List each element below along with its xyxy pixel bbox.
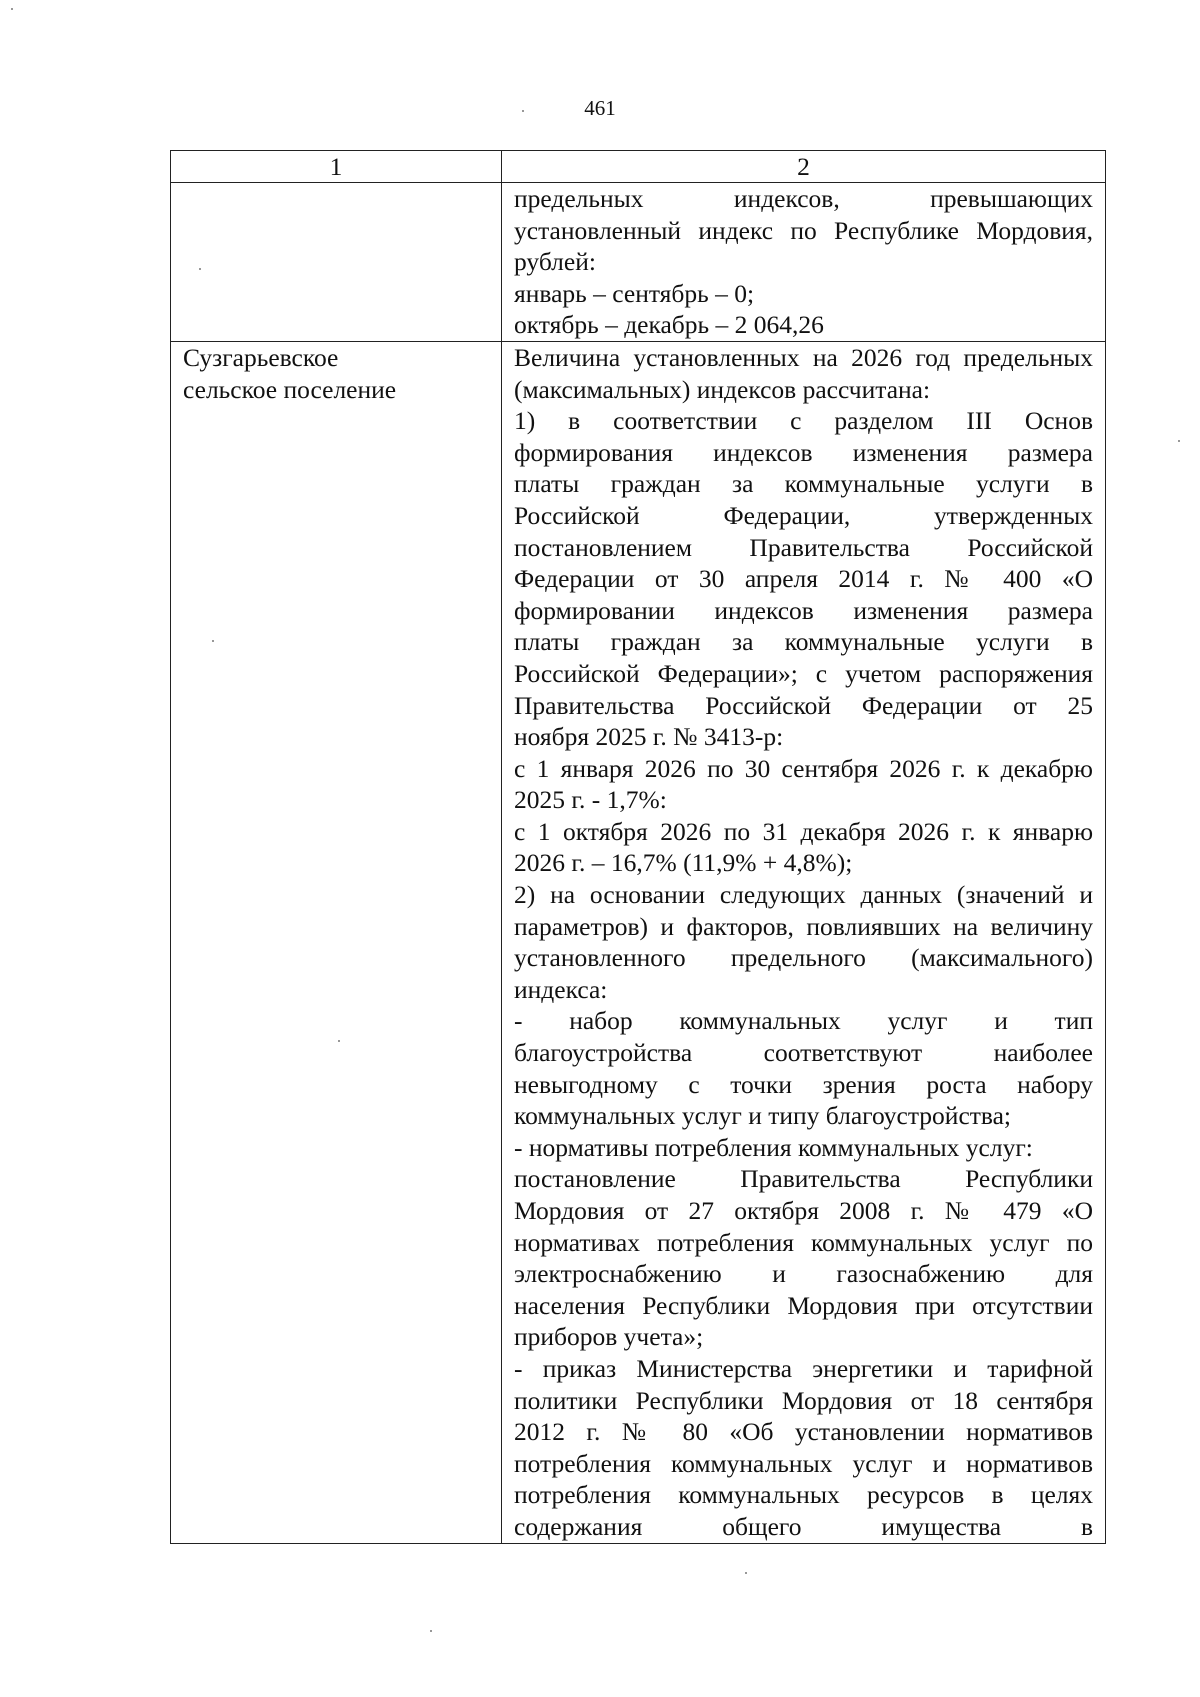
territory-line: Сузгарьевское	[183, 342, 339, 372]
text-line: январь – сентябрь – 0;	[514, 278, 755, 308]
text-line: Федерации от 30 апреля 2014 г. № 400 «О	[514, 564, 1093, 594]
text-line: предельных индексов, превышающих	[514, 184, 1093, 213]
text-line: 2026 г. – 16,7% (11,9% + 4,8%);	[514, 848, 853, 878]
document-table	[170, 150, 1106, 1544]
text-line: политики Республики Мордовия от 18 сентября	[514, 1385, 1093, 1415]
page-number: 461	[584, 96, 616, 120]
text-line: постановление Правительства Республики	[514, 1164, 1093, 1194]
text-line: Мордовия от 27 октября 2008 г. № 479 «О	[514, 1196, 1093, 1225]
text-line: 1) в соответствии с разделом III Основ	[514, 406, 1093, 436]
scan-speck	[430, 1630, 432, 1632]
text-line: платы граждан за коммунальные услуги в	[514, 469, 1093, 499]
text-line: Российской Федерации, утвержденных	[514, 500, 1093, 530]
column-header-1: 1	[171, 151, 502, 183]
territory-cell	[171, 341, 502, 1543]
description-cell	[502, 341, 1106, 1543]
text-line: формирования индексов изменения размера	[514, 437, 1093, 467]
text-line: потребления коммунальных ресурсов в целях	[514, 1480, 1093, 1510]
text-line: - набор коммунальных услуг и тип	[514, 1006, 1093, 1036]
scan-speck	[338, 1040, 340, 1042]
scan-speck	[199, 268, 201, 270]
territory-cell	[171, 183, 502, 342]
text-line: постановлением Правительства Российской	[514, 532, 1093, 562]
text-line: нормативах потребления коммунальных услуг по	[514, 1227, 1093, 1257]
text-line: - приказ Министерства энергетики и тарифной	[514, 1353, 1093, 1383]
text-line: Правительства Российской Федерации от 25	[514, 690, 1093, 720]
table-header-row	[171, 151, 1106, 183]
text-line: благоустройства соответствуют наиболее	[514, 1038, 1093, 1068]
text-line: с 1 октября 2026 по 31 декабря 2026 г. к январю	[514, 816, 1093, 846]
text-line: рублей:	[514, 247, 596, 277]
scan-speck	[745, 1572, 747, 1574]
scan-speck	[522, 110, 524, 112]
text-line: невыгодному с точки зрения роста набору	[514, 1069, 1093, 1099]
text-line: ноября 2025 г. № 3413-р:	[514, 722, 784, 752]
text-line: Величина установленных на 2026 год предельных	[514, 342, 1093, 372]
text-line: с 1 января 2026 по 30 сентября 2026 г. к декабрю	[514, 753, 1093, 783]
text-line: индекса:	[514, 974, 608, 1004]
text-line: платы граждан за коммунальные услуги в	[514, 627, 1093, 657]
text-line: 2012 г. № 80 «Об установлении нормативов	[514, 1417, 1093, 1447]
text-line: потребления коммунальных услуг и нормативов	[514, 1448, 1093, 1478]
scan-speck	[11, 8, 13, 10]
table-row	[171, 341, 1106, 1543]
text-line: параметров) и факторов, повлиявших на величину	[514, 911, 1093, 941]
text-line: 2025 г. - 1,7%:	[514, 785, 667, 815]
text-line: электроснабжению и газоснабжению для	[514, 1259, 1093, 1289]
text-line: Российской Федерации»; с учетом распоряжения	[514, 658, 1093, 688]
text-line: населения Республики Мордовия при отсутствии	[514, 1290, 1093, 1320]
scan-speck	[212, 640, 214, 642]
description-cell	[502, 183, 1106, 342]
text-line: коммунальных услуг и типу благоустройства;	[514, 1101, 1012, 1131]
text-line: 2) на основании следующих данных (значений и	[514, 880, 1093, 910]
text-line: установленный индекс по Республике Мордовия,	[514, 215, 1093, 245]
text-line: приборов учета»;	[514, 1322, 704, 1352]
text-line: содержания общего имущества в	[514, 1511, 1093, 1541]
table-row	[171, 183, 1106, 342]
column-header-2: 2	[502, 151, 1106, 183]
text-line: формировании индексов изменения размера	[514, 595, 1093, 625]
text-line: - нормативы потребления коммунальных услуг:	[514, 1132, 1033, 1162]
territory-line: сельское поселение	[183, 374, 397, 404]
text-line: октябрь – декабрь – 2 064,26	[514, 310, 824, 340]
text-line: (максимальных) индексов рассчитана:	[514, 374, 931, 404]
text-line: установленного предельного (максимального)	[514, 943, 1093, 973]
scan-speck	[1178, 440, 1180, 442]
